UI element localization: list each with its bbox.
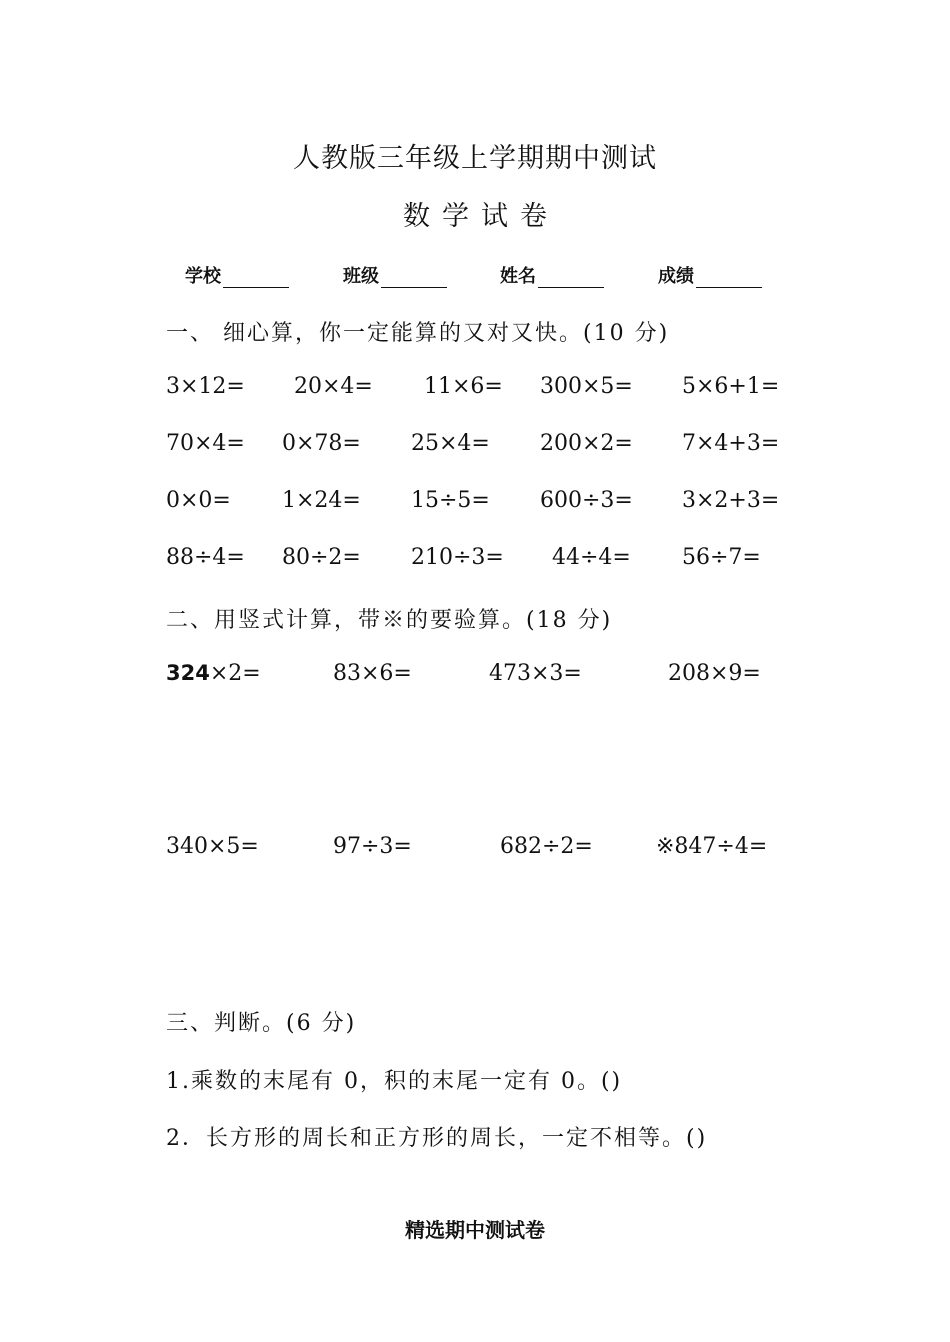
calc-item: 5×6+1= — [682, 374, 780, 399]
calc-item: 600÷3= — [540, 488, 633, 513]
calc-item: 3×12= — [166, 374, 245, 399]
calc-item: 44÷4= — [552, 545, 631, 570]
vertical-calc-first-rest: ×2= — [209, 661, 261, 686]
vertical-calc-item: 208×9= — [668, 661, 761, 686]
info-class-blank[interactable] — [381, 269, 447, 288]
judge-item: 2．长方形的周长和正方形的周长，一定不相等。() — [166, 1126, 708, 1151]
info-score — [658, 262, 762, 288]
calc-item: 200×2= — [540, 431, 633, 456]
calc-item: 11×6= — [424, 374, 503, 399]
vertical-calc-item: 340×5= — [166, 834, 259, 859]
calc-item: 0×78= — [282, 431, 361, 456]
judge-item: 1.乘数的末尾有 0，积的末尾一定有 0。() — [166, 1069, 623, 1094]
calc-item: 80÷2= — [282, 545, 361, 570]
calc-item: 210÷3= — [411, 545, 504, 570]
calc-item: 88÷4= — [166, 545, 245, 570]
calc-item: 20×4= — [294, 374, 373, 399]
calc-item: 0×0= — [166, 488, 231, 513]
section1-title: 一、 细心算，你一定能算的又对又快。(10 分) — [166, 321, 670, 346]
info-class-label: 班级 — [343, 266, 379, 287]
info-class — [343, 262, 447, 288]
vertical-calc-item — [166, 661, 261, 686]
page-footer: 精选期中测试卷 — [405, 1218, 545, 1242]
calc-item: 56÷7= — [682, 545, 761, 570]
info-name — [500, 262, 604, 288]
exam-title: 人教版三年级上学期期中测试 — [293, 143, 657, 174]
calc-item: 25×4= — [411, 431, 490, 456]
info-school — [185, 262, 289, 288]
info-score-label: 成绩 — [658, 266, 694, 287]
vertical-calc-item: 97÷3= — [333, 834, 412, 859]
section3-title: 三、判断。(6 分) — [166, 1011, 357, 1036]
calc-item: 3×2+3= — [682, 488, 780, 513]
vertical-calc-item: 473×3= — [489, 661, 582, 686]
vertical-calc-item: ※847÷4= — [656, 834, 768, 859]
calc-item: 1×24= — [282, 488, 361, 513]
info-school-blank[interactable] — [223, 269, 289, 288]
calc-item: 300×5= — [540, 374, 633, 399]
section2-title: 二、用竖式计算，带※的要验算。(18 分) — [166, 608, 613, 633]
info-school-label: 学校 — [185, 266, 221, 287]
info-name-label: 姓名 — [500, 266, 536, 287]
vertical-calc-first-number: 324 — [166, 661, 210, 685]
info-score-blank[interactable] — [696, 269, 762, 288]
calc-item: 7×4+3= — [682, 431, 780, 456]
exam-subtitle: 数学试卷 — [403, 201, 559, 232]
calc-item: 70×4= — [166, 431, 245, 456]
vertical-calc-item: 682÷2= — [500, 834, 593, 859]
vertical-calc-item: 83×6= — [333, 661, 412, 686]
calc-item: 15÷5= — [411, 488, 490, 513]
info-name-blank[interactable] — [538, 269, 604, 288]
